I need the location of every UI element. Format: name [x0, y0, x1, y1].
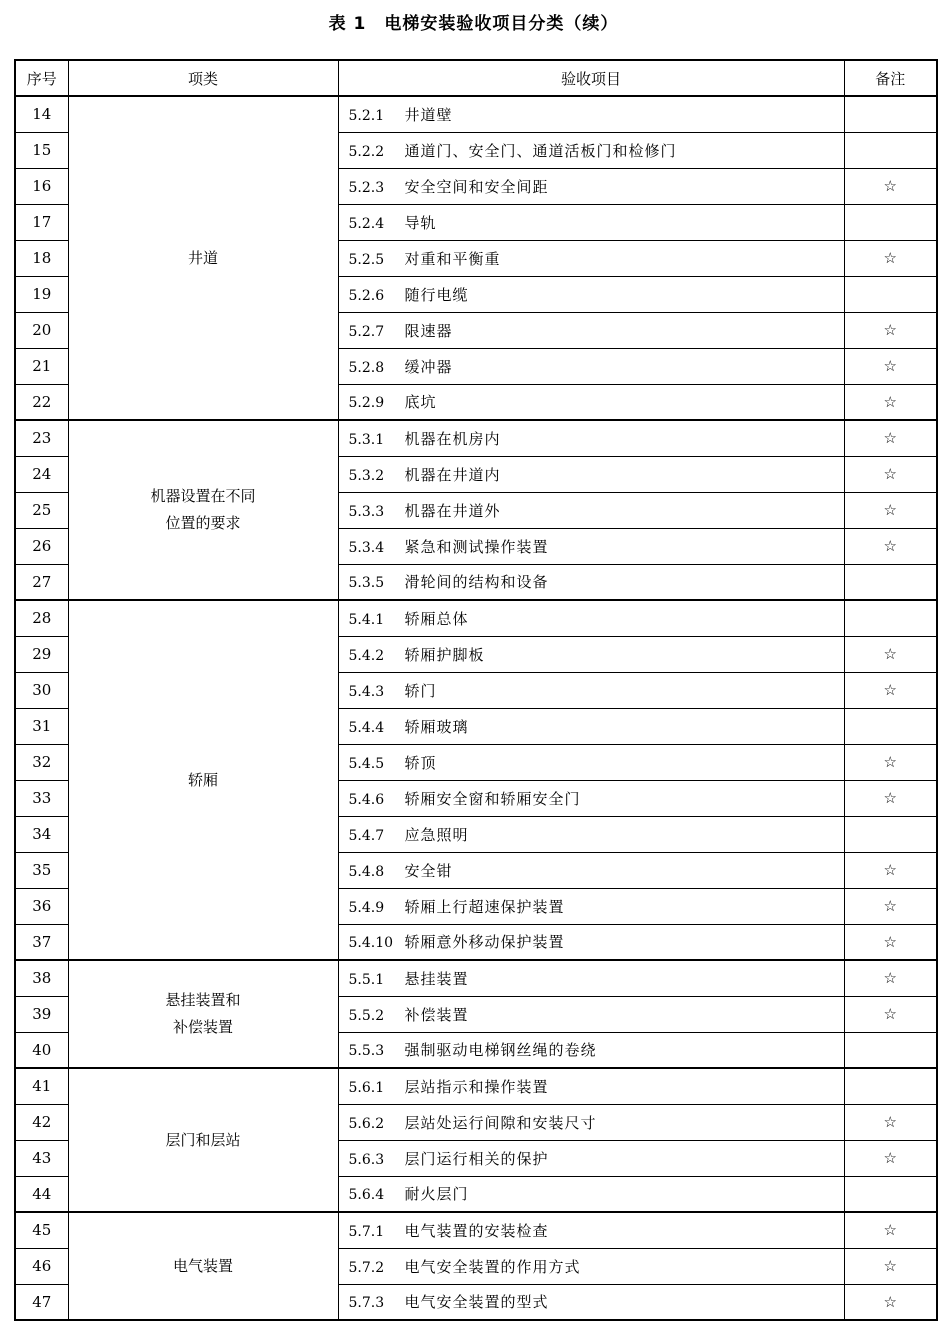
- item-cell: [338, 1212, 844, 1248]
- item-text: 轿厢上行超速保护装置: [404, 897, 565, 916]
- star-icon: [844, 276, 937, 312]
- star-icon: ☆: [844, 312, 937, 348]
- item-text: 底坑: [404, 393, 437, 412]
- item-text: 缓冲器: [404, 357, 453, 376]
- item-cell: [338, 996, 844, 1032]
- row-number: 14: [15, 96, 68, 132]
- item-text: 机器在机房内: [404, 429, 501, 448]
- category-cell: 机器设置在不同 位置的要求: [68, 420, 338, 600]
- item-text: 耐火层门: [404, 1185, 469, 1204]
- header-note: 备注: [844, 60, 937, 96]
- row-number: 23: [15, 420, 68, 456]
- item-text: 随行电缆: [404, 285, 469, 304]
- row-number: 44: [15, 1176, 68, 1212]
- item-cell: [338, 1068, 844, 1104]
- item-code: 5.4.2: [348, 647, 385, 664]
- row-number: 47: [15, 1284, 68, 1320]
- star-icon: ☆: [844, 1104, 937, 1140]
- item-cell: [338, 492, 844, 528]
- item-cell: [338, 1284, 844, 1320]
- category-cell: 层门和层站: [68, 1068, 338, 1212]
- row-number: 25: [15, 492, 68, 528]
- acceptance-items-table: [14, 59, 938, 1321]
- row-number: 38: [15, 960, 68, 996]
- star-icon: ☆: [844, 924, 937, 960]
- item-text: 层站指示和操作装置: [404, 1077, 549, 1096]
- star-icon: ☆: [844, 528, 937, 564]
- category-cell: 井道: [68, 96, 338, 420]
- item-code: 5.2.8: [348, 359, 385, 376]
- row-number: 29: [15, 636, 68, 672]
- header-row: [15, 60, 937, 96]
- item-cell: [338, 960, 844, 996]
- item-cell: [338, 1140, 844, 1176]
- item-text: 电气安全装置的型式: [404, 1293, 549, 1312]
- item-text: 电气装置的安装检查: [404, 1221, 549, 1240]
- item-cell: [338, 852, 844, 888]
- star-icon: ☆: [844, 960, 937, 996]
- item-code: 5.4.7: [348, 827, 385, 844]
- row-number: 17: [15, 204, 68, 240]
- star-icon: [844, 1176, 937, 1212]
- row-number: 39: [15, 996, 68, 1032]
- item-cell: [338, 204, 844, 240]
- item-text: 紧急和测试操作装置: [404, 537, 549, 556]
- star-icon: [844, 564, 937, 600]
- item-code: 5.7.3: [348, 1295, 385, 1312]
- item-text: 轿厢意外移动保护装置: [404, 933, 565, 952]
- table-row: [15, 960, 937, 996]
- item-text: 补偿装置: [404, 1005, 469, 1024]
- row-number: 45: [15, 1212, 68, 1248]
- row-number: 28: [15, 600, 68, 636]
- item-code: 5.6.3: [348, 1151, 385, 1168]
- item-code: 5.4.8: [348, 863, 385, 880]
- star-icon: ☆: [844, 852, 937, 888]
- item-code: 5.2.5: [348, 251, 385, 268]
- item-text: 机器在井道外: [404, 501, 501, 520]
- item-code: 5.3.2: [348, 467, 385, 484]
- item-code: 5.4.10: [348, 935, 394, 952]
- item-text: 层站处运行间隙和安装尺寸: [404, 1113, 597, 1132]
- item-cell: [338, 1104, 844, 1140]
- header-no: 序号: [15, 60, 68, 96]
- item-code: 5.3.1: [348, 431, 385, 448]
- item-text: 悬挂装置: [404, 969, 469, 988]
- item-code: 5.5.2: [348, 1007, 385, 1024]
- item-text: 电气安全装置的作用方式: [404, 1257, 581, 1276]
- table-row: [15, 1068, 937, 1104]
- star-icon: ☆: [844, 1140, 937, 1176]
- item-cell: [338, 708, 844, 744]
- item-text: 层门运行相关的保护: [404, 1149, 549, 1168]
- item-text: 轿顶: [404, 753, 437, 772]
- row-number: 36: [15, 888, 68, 924]
- star-icon: ☆: [844, 996, 937, 1032]
- item-text: 机器在井道内: [404, 465, 501, 484]
- item-code: 5.7.2: [348, 1259, 385, 1276]
- item-code: 5.4.4: [348, 719, 385, 736]
- star-icon: ☆: [844, 780, 937, 816]
- item-code: 5.4.1: [348, 611, 385, 628]
- row-number: 27: [15, 564, 68, 600]
- row-number: 42: [15, 1104, 68, 1140]
- star-icon: ☆: [844, 348, 937, 384]
- row-number: 41: [15, 1068, 68, 1104]
- item-text: 限速器: [404, 321, 453, 340]
- item-code: 5.5.1: [348, 971, 385, 988]
- star-icon: [844, 96, 937, 132]
- header-item: 验收项目: [338, 60, 844, 96]
- star-icon: ☆: [844, 636, 937, 672]
- row-number: 32: [15, 744, 68, 780]
- item-text: 轿厢安全窗和轿厢安全门: [404, 789, 581, 808]
- item-code: 5.6.4: [348, 1187, 385, 1204]
- row-number: 37: [15, 924, 68, 960]
- star-icon: ☆: [844, 492, 937, 528]
- row-number: 40: [15, 1032, 68, 1068]
- item-code: 5.2.9: [348, 395, 385, 412]
- star-icon: [844, 204, 937, 240]
- item-cell: [338, 672, 844, 708]
- row-number: 16: [15, 168, 68, 204]
- table-row: [15, 96, 937, 132]
- item-code: 5.2.2: [348, 143, 385, 160]
- item-cell: [338, 312, 844, 348]
- item-code: 5.2.4: [348, 215, 385, 232]
- item-code: 5.2.6: [348, 287, 385, 304]
- item-text: 强制驱动电梯钢丝绳的卷绕: [404, 1041, 597, 1060]
- item-cell: [338, 636, 844, 672]
- row-number: 31: [15, 708, 68, 744]
- row-number: 30: [15, 672, 68, 708]
- item-cell: [338, 168, 844, 204]
- header-category: 项类: [68, 60, 338, 96]
- table-row: [15, 1212, 937, 1248]
- item-cell: [338, 528, 844, 564]
- star-icon: ☆: [844, 672, 937, 708]
- row-number: 33: [15, 780, 68, 816]
- item-code: 5.2.3: [348, 179, 385, 196]
- star-icon: ☆: [844, 384, 937, 420]
- item-cell: [338, 240, 844, 276]
- item-cell: [338, 780, 844, 816]
- item-text: 对重和平衡重: [404, 249, 501, 268]
- star-icon: ☆: [844, 888, 937, 924]
- item-cell: [338, 816, 844, 852]
- table-title: 表 1 电梯安装验收项目分类（续）: [328, 14, 619, 34]
- star-icon: [844, 708, 937, 744]
- category-cell: 电气装置: [68, 1212, 338, 1320]
- row-number: 34: [15, 816, 68, 852]
- item-text: 轿厢玻璃: [404, 717, 469, 736]
- item-cell: [338, 1248, 844, 1284]
- item-text: 安全空间和安全间距: [404, 177, 549, 196]
- row-number: 19: [15, 276, 68, 312]
- row-number: 22: [15, 384, 68, 420]
- item-cell: [338, 96, 844, 132]
- row-number: 46: [15, 1248, 68, 1284]
- star-icon: ☆: [844, 744, 937, 780]
- item-cell: [338, 348, 844, 384]
- star-icon: ☆: [844, 456, 937, 492]
- item-cell: [338, 132, 844, 168]
- item-cell: [338, 384, 844, 420]
- item-cell: [338, 276, 844, 312]
- row-number: 20: [15, 312, 68, 348]
- table-row: [15, 420, 937, 456]
- row-number: 35: [15, 852, 68, 888]
- star-icon: [844, 600, 937, 636]
- item-code: 5.3.3: [348, 503, 385, 520]
- item-code: 5.4.3: [348, 683, 385, 700]
- row-number: 15: [15, 132, 68, 168]
- row-number: 26: [15, 528, 68, 564]
- item-cell: [338, 744, 844, 780]
- star-icon: ☆: [844, 420, 937, 456]
- item-code: 5.3.4: [348, 539, 385, 556]
- item-cell: [338, 888, 844, 924]
- star-icon: ☆: [844, 1212, 937, 1248]
- item-code: 5.4.9: [348, 899, 385, 916]
- category-cell: 悬挂装置和 补偿装置: [68, 960, 338, 1068]
- star-icon: [844, 816, 937, 852]
- star-icon: ☆: [844, 1248, 937, 1284]
- item-code: 5.3.5: [348, 575, 385, 592]
- item-cell: [338, 1176, 844, 1212]
- item-code: 5.4.5: [348, 755, 385, 772]
- item-cell: [338, 456, 844, 492]
- item-code: 5.7.1: [348, 1223, 385, 1240]
- item-cell: [338, 600, 844, 636]
- table-body: [15, 96, 937, 1320]
- item-code: 5.6.2: [348, 1115, 385, 1132]
- item-text: 安全钳: [404, 861, 453, 880]
- item-code: 5.5.3: [348, 1043, 385, 1060]
- item-code: 5.2.7: [348, 323, 385, 340]
- star-icon: [844, 132, 937, 168]
- table-row: [15, 600, 937, 636]
- row-number: 43: [15, 1140, 68, 1176]
- item-code: 5.4.6: [348, 791, 385, 808]
- item-cell: [338, 564, 844, 600]
- item-text: 滑轮间的结构和设备: [404, 573, 549, 592]
- item-code: 5.2.1: [348, 107, 385, 124]
- item-text: 井道壁: [404, 105, 453, 124]
- item-cell: [338, 420, 844, 456]
- star-icon: ☆: [844, 240, 937, 276]
- item-text: 轿厢总体: [404, 609, 469, 628]
- category-cell: 轿厢: [68, 600, 338, 960]
- item-cell: [338, 1032, 844, 1068]
- star-icon: [844, 1068, 937, 1104]
- item-text: 轿门: [404, 681, 437, 700]
- row-number: 21: [15, 348, 68, 384]
- star-icon: ☆: [844, 1284, 937, 1320]
- row-number: 24: [15, 456, 68, 492]
- item-text: 通道门、安全门、通道活板门和检修门: [404, 141, 677, 160]
- item-text: 轿厢护脚板: [404, 645, 485, 664]
- item-text: 导轨: [404, 213, 437, 232]
- star-icon: [844, 1032, 937, 1068]
- row-number: 18: [15, 240, 68, 276]
- item-code: 5.6.1: [348, 1079, 385, 1096]
- star-icon: ☆: [844, 168, 937, 204]
- item-cell: [338, 924, 844, 960]
- item-text: 应急照明: [404, 825, 469, 844]
